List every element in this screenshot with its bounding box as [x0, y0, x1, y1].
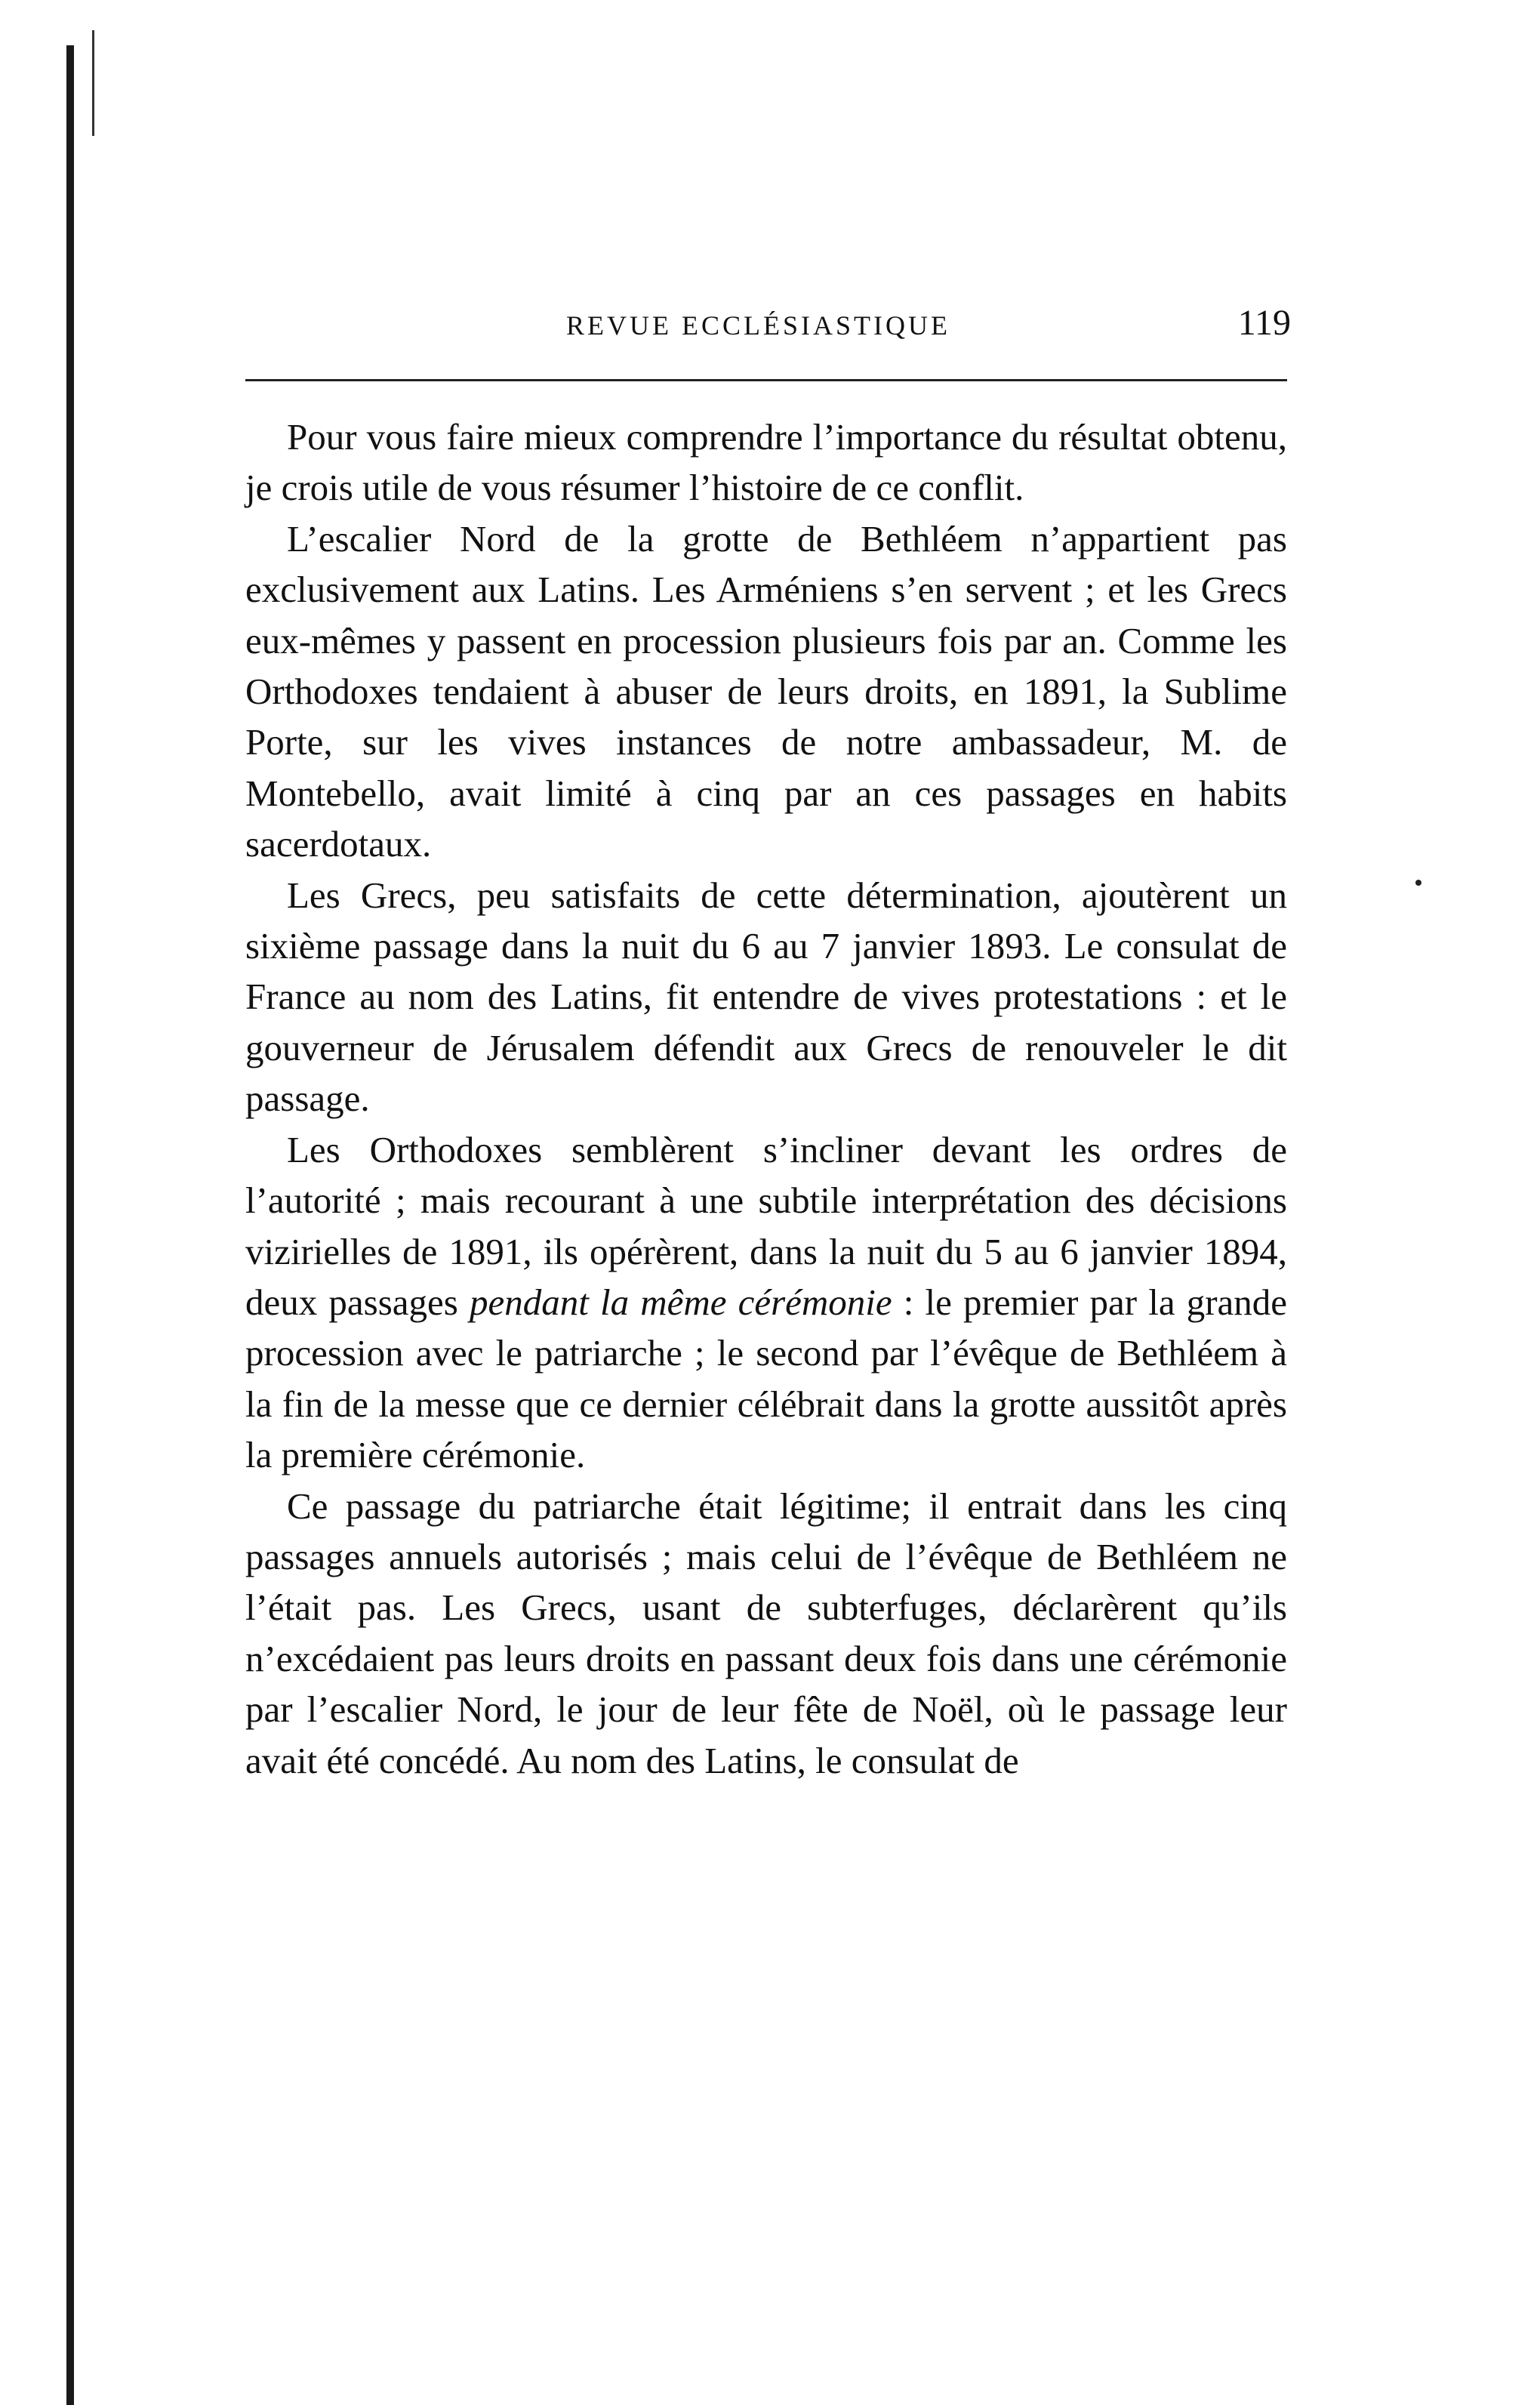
page-number: 119: [1237, 303, 1291, 343]
paragraph: [245, 1481, 1287, 1786]
paragraph: [245, 412, 1287, 513]
text-segment: Ce passage du patriarche était légitime; il entrait dans les cinq passages annuels autorisés ; mais celui de l’évêque de Bethléem ne l’était pas. Les Grecs, usant de subterfuges, déclarèrent qu’ils n’excédaient pas leurs droits en passant deux fois dans une cérémonie par l’escalier Nord, le jour de leur fête de Noël, où le passage leur avait été concédé. Au nom des Latins, le consulat de: [245, 1485, 1287, 1781]
text-segment: L’escalier Nord de la grotte de Bethléem n’appartient pas exclusivement aux Latins. Les Arméniens s’en servent ; et les Grecs eux-mêmes y passent en procession plusieurs fois par an. Comme les Orthodoxes tendaient à abuser de leurs droits, en 1891, la Sublime Porte, sur les vives instances de notre ambassadeur, M. de Montebello, avait limité à cinq par an ces passages en habits sacerdotaux.: [245, 517, 1287, 865]
binding-mark: [92, 30, 94, 136]
paragraph: [245, 513, 1287, 870]
binding-edge: [66, 45, 74, 2405]
italic-phrase: pendant la même cérémonie: [469, 1281, 892, 1323]
body-text: [245, 412, 1287, 1786]
header-rule: [245, 379, 1287, 381]
paragraph: [245, 1124, 1287, 1481]
scan-speck: [1415, 880, 1421, 886]
running-head: [249, 302, 1306, 355]
running-title: REVUE ECCLÉSIASTIQUE: [566, 310, 950, 341]
paragraph: [245, 870, 1287, 1124]
text-segment: Pour vous faire mieux comprendre l’importance du résultat obtenu, je crois utile de vous résumer l’histoire de ce conflit.: [245, 416, 1287, 509]
text-segment: : le premier par la grande procession avec le patriarche ; le second par l’évêque de Bethléem à la fin de la messe que ce dernier célébrait dans la grotte aussitôt après la première cérémonie.: [245, 1281, 1288, 1476]
text-segment: Les Orthodoxes semblèrent s’incliner devant les ordres de l’autorité ; mais recourant à une subtile interprétation des décisions vizirielles de 1891, ils opérèrent, dans la nuit du 5 au 6 janvier 1894, deux passages: [245, 1128, 1287, 1323]
text-segment: Les Grecs, peu satisfaits de cette détermination, ajoutèrent un sixième passage dans la nuit du 6 au 7 janvier 1893. Le consulat de France au nom des Latins, fit entendre de vives protestations : et le gouverneur de Jérusalem défendit aux Grecs de renouveler le dit passage.: [245, 874, 1287, 1120]
